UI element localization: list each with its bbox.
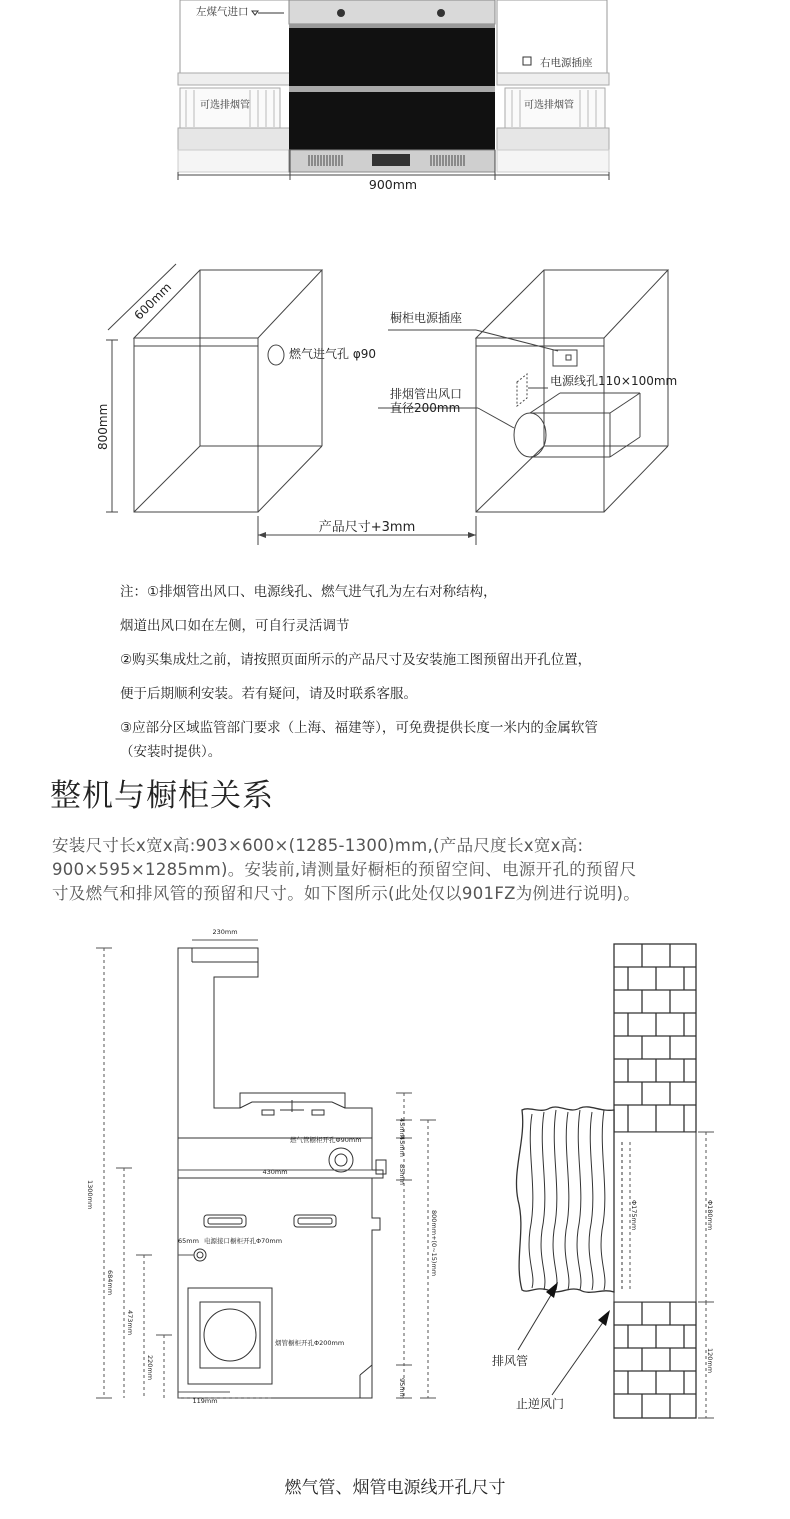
left-gas-label: 左煤气进口 xyxy=(196,6,249,18)
dim-230: 230mm xyxy=(212,928,238,936)
dim-800: 800mm+(0~15)mm xyxy=(430,1210,438,1277)
section-desc-line-2: 900×595×1285mm)。安装前,请测量好橱柜的预留空间、电源开孔的预留尺 xyxy=(52,860,637,879)
product-size-label: 产品尺寸+3mm xyxy=(318,520,416,535)
dim-180: Φ180mm xyxy=(706,1200,714,1231)
dim-65: 65mm xyxy=(178,1237,199,1245)
note-line-2: 烟道出风口如在左侧，可自行灵活调节 xyxy=(120,618,350,634)
right-socket-label: 右电源插座 xyxy=(540,57,593,69)
diagram-caption: 燃气管、烟管电源线开孔尺寸 xyxy=(284,1478,506,1498)
dim-45a: 45mm xyxy=(398,1118,406,1139)
note-line-5: ③应部分区域监管部门要求（上海、福建等），可免费提供长度一米内的金属软管 xyxy=(120,720,598,736)
power-hole-label: 电源线孔110×100mm xyxy=(550,374,678,388)
gas-hole-label: 燃气进气孔 φ90 xyxy=(289,347,377,361)
height-label: 800mm xyxy=(96,403,110,450)
wall-exhaust-diagram xyxy=(470,930,790,1440)
section-desc-line-1: 安装尺寸长x宽x高:903×600×(1285-1300)mm,(产品尺度长x宽x高: xyxy=(52,836,584,855)
gas-hole-callout: 燃气管橱柜开孔Φ90mm xyxy=(290,1136,362,1144)
socket-label: 橱柜电源插座 xyxy=(390,311,463,325)
dim-430: 430mm xyxy=(262,1168,288,1176)
dim-684: 684mm xyxy=(106,1270,114,1296)
dim-120: 120mm xyxy=(706,1348,714,1374)
installation-side-diagram xyxy=(0,910,470,1440)
check-valve-label: 止逆风门 xyxy=(516,1397,565,1411)
flue-hole-callout: 烟管橱柜开孔Φ200mm xyxy=(275,1339,345,1347)
dim-473: 473mm xyxy=(126,1310,134,1336)
width-label: 900mm xyxy=(368,177,418,192)
dim-175: Φ175mm xyxy=(630,1200,638,1231)
note-line-4: 便于后期顺利安装。若有疑问，请及时联系客服。 xyxy=(120,686,417,702)
note-line-6: （安装时提供）。 xyxy=(120,744,222,760)
dim-1300: 1300mm xyxy=(86,1180,94,1210)
note-line-3: ②购买集成灶之前，请按照页面所示的产品尺寸及安装施工图预留出开孔位置， xyxy=(120,652,592,668)
exhaust-label-2: 直径200mm xyxy=(390,401,461,415)
dim-45b: 45mm xyxy=(398,1136,406,1157)
note-line-1: 注：①排烟管出风口、电源线孔、燃气进气孔为左右对称结构， xyxy=(120,584,497,600)
product-front-diagram xyxy=(0,0,790,200)
section-desc-line-3: 寸及燃气和排风管的预留和尺寸。如下图所示(此处仅以901FZ为例进行说明)。 xyxy=(52,884,641,903)
power-hole-callout: 电源接口橱柜开孔Φ70mm xyxy=(204,1237,283,1245)
section-title: 整机与橱柜关系 xyxy=(50,778,274,814)
dim-95: 95mm xyxy=(398,1378,406,1399)
right-pipe-label: 可选排烟管 xyxy=(524,100,574,111)
exhaust-pipe-label: 排风管 xyxy=(492,1354,529,1368)
dim-220: 220mm xyxy=(146,1355,154,1381)
dim-119: 119mm xyxy=(192,1397,218,1405)
left-pipe-label: 可选排烟管 xyxy=(200,100,250,111)
cabinet-opening-diagram xyxy=(0,260,790,550)
dim-85: 85mm xyxy=(398,1164,406,1185)
depth-label: 600mm xyxy=(131,279,175,323)
exhaust-label-1: 排烟管出风口 xyxy=(390,387,463,401)
